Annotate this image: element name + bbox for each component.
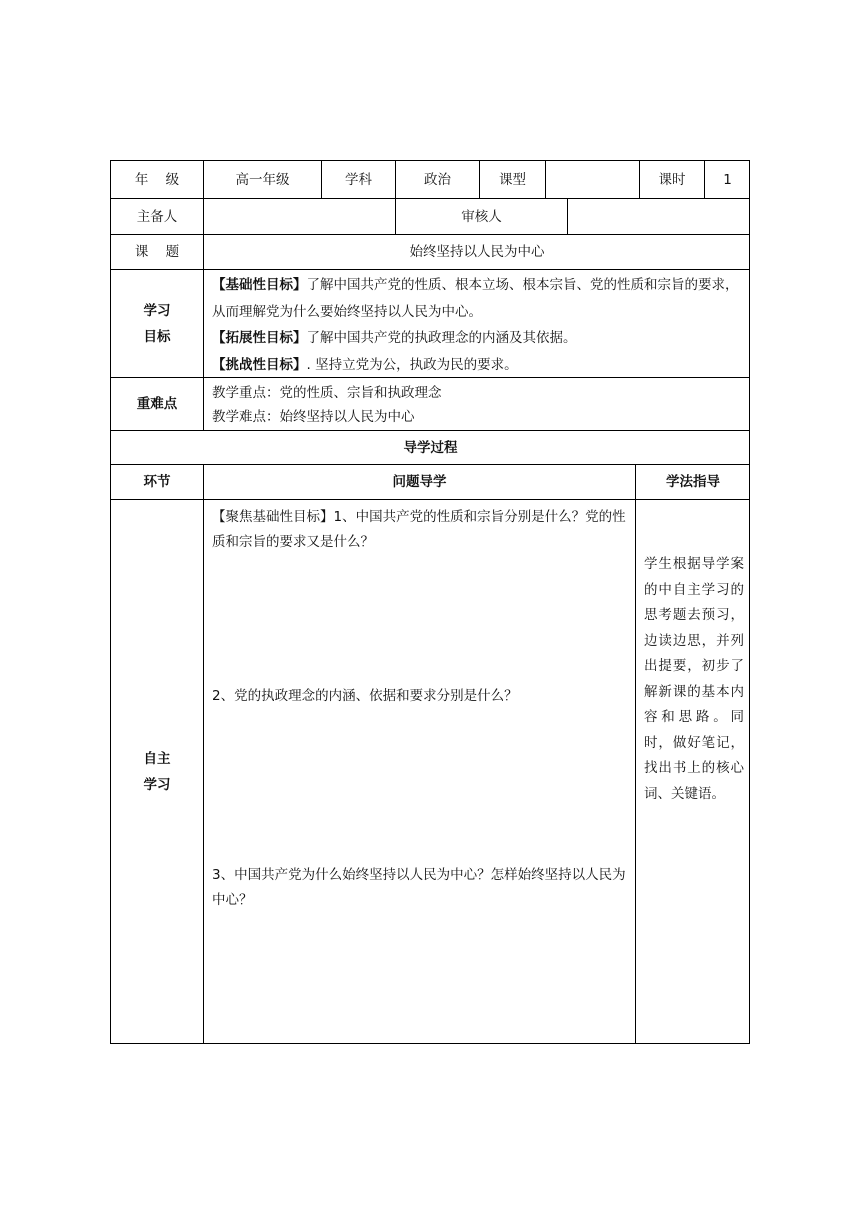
question-3: 3、中国共产党为什么始终坚持以人民为中心？怎样始终坚持以人民为中心？	[212, 867, 626, 908]
basic-objective	[212, 272, 744, 325]
reviewer-label: 审核人	[395, 198, 567, 234]
extended-objective	[212, 325, 744, 352]
column-questions: 问题导学	[203, 464, 635, 499]
process-title: 导学过程	[110, 430, 750, 464]
subject-value: 政治	[395, 160, 479, 198]
grade-label: 年 级	[110, 160, 203, 198]
self-study-label-line1: 自主	[143, 751, 171, 767]
self-study-questions	[203, 499, 635, 1044]
key-difficulty: 教学难点：始终坚持以人民为中心	[212, 409, 415, 425]
self-study-label-line2: 学习	[143, 777, 171, 793]
self-study-guidance: 学生根据导学案的中自主学习的思考题去预习，边读边思，并列出提要，初步了解新课的基本内容和思路。同时，做好笔记，找出书上的核心词、关键语。	[635, 499, 750, 1044]
question-2: 2、党的执政理念的内涵、依据和要求分别是什么？	[212, 688, 518, 704]
lesson-type-value	[545, 160, 639, 198]
objectives-content	[203, 269, 750, 377]
basic-objective-tag: 【基础性目标】	[212, 277, 307, 293]
grade-value: 高一年级	[203, 160, 321, 198]
extended-objective-tag: 【拓展性目标】	[212, 330, 307, 346]
preparer-label: 主备人	[110, 198, 203, 234]
question-1: 【聚焦基础性目标】1、中国共产党的性质和宗旨分别是什么？党的性质和宗旨的要求又是什么？	[212, 509, 626, 550]
reviewer-value	[567, 198, 750, 234]
period-value: 1	[704, 160, 750, 198]
challenge-objective-text: . 坚持立党为公，执政为民的要求。	[306, 356, 518, 373]
lesson-type-label: 课型	[479, 160, 545, 198]
objectives-label	[110, 269, 203, 377]
challenge-objective-tag: 【挑战性目标】	[212, 356, 307, 373]
objectives-label-line2: 目标	[143, 328, 171, 345]
column-section: 环节	[110, 464, 203, 499]
basic-objective-text: 了解中国共产党的性质、根本立场、根本宗旨、党的性质和宗旨的要求，从而理解党为什么要始终坚持以人民为中心。	[212, 277, 739, 320]
self-study-label	[110, 499, 203, 1044]
key-focus: 教学重点：党的性质、宗旨和执政理念	[212, 385, 442, 401]
topic-label: 课 题	[110, 234, 203, 269]
column-method: 学法指导	[635, 464, 750, 499]
objectives-label-line1: 学习	[143, 302, 171, 319]
topic-value: 始终坚持以人民为中心	[203, 234, 750, 269]
preparer-value	[203, 198, 395, 234]
subject-label: 学科	[321, 160, 395, 198]
key-points-content	[203, 377, 750, 430]
period-label: 课时	[639, 160, 704, 198]
key-points-label: 重难点	[110, 377, 203, 430]
challenge-objective	[212, 352, 744, 379]
extended-objective-text: 了解中国共产党的执政理念的内涵及其依据。	[306, 330, 577, 346]
